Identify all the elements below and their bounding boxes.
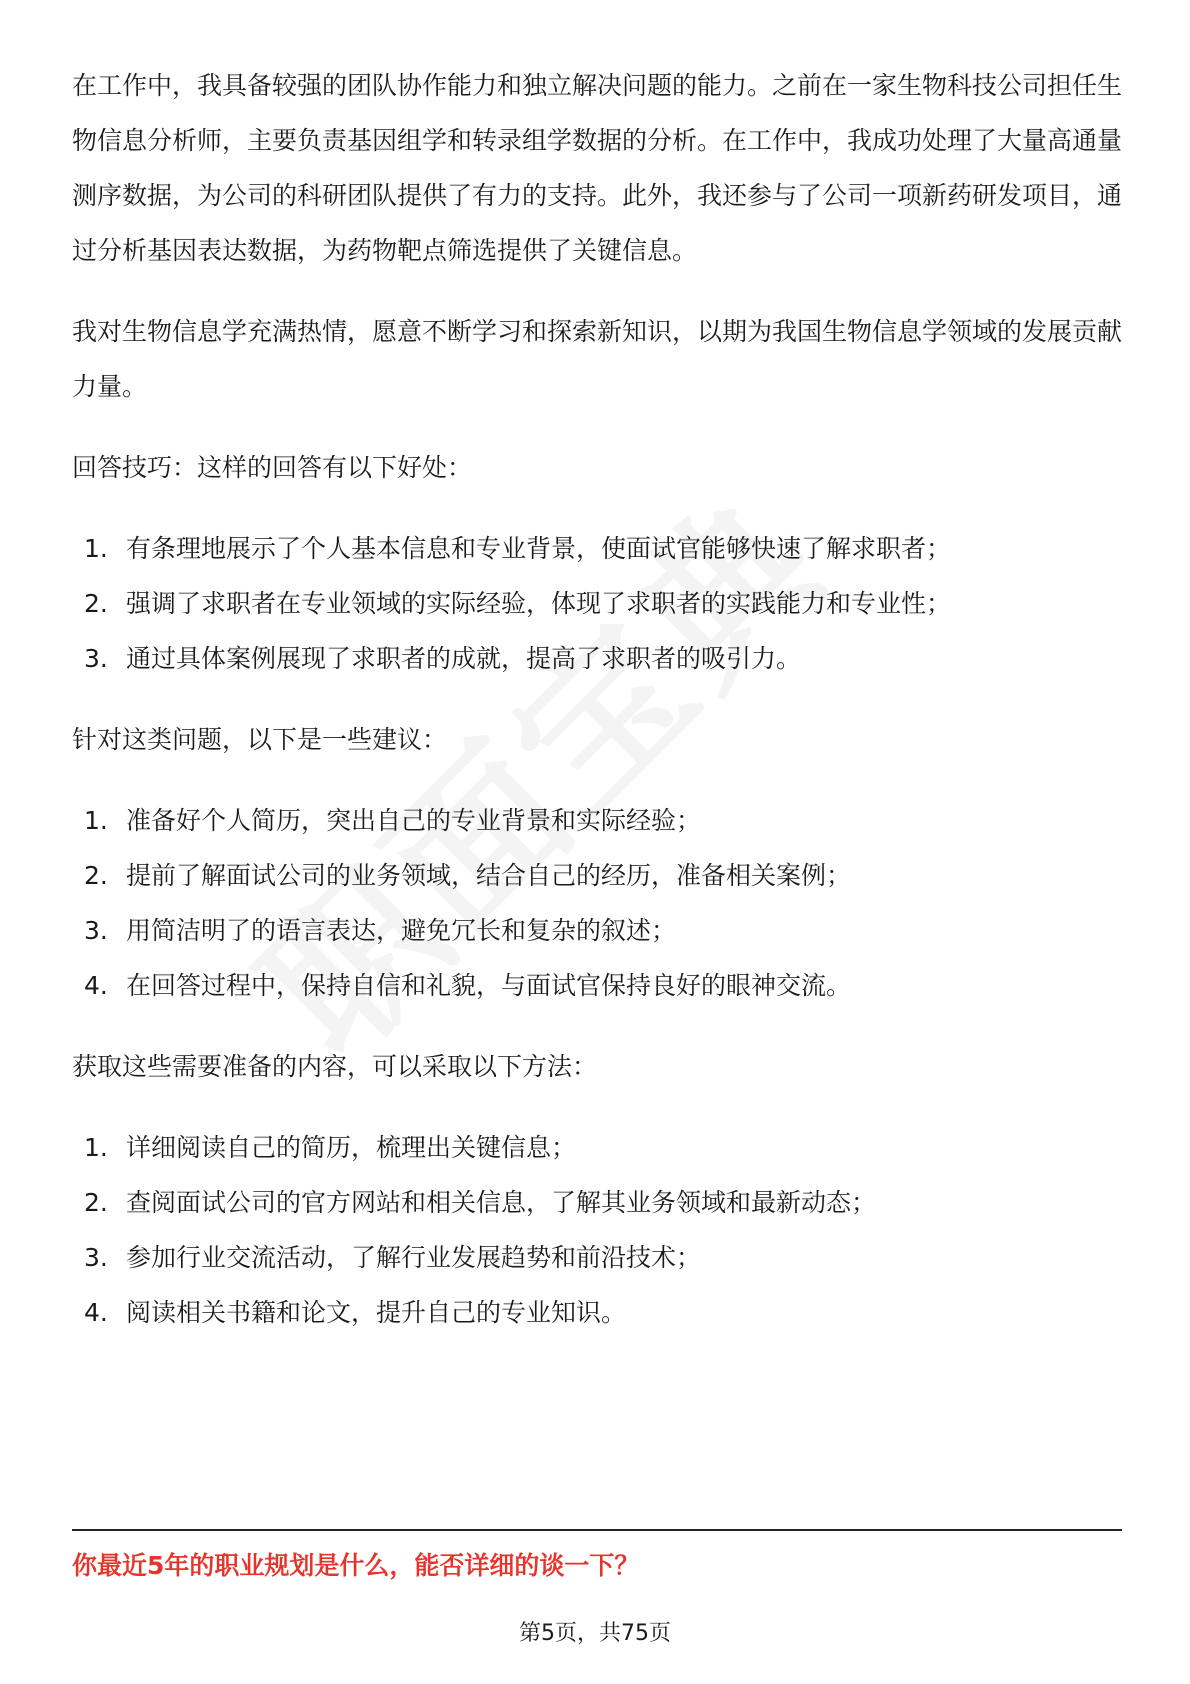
experience-paragraph: 在工作中，我具备较强的团队协作能力和独立解决问题的能力。之前在一家生物科技公司担任生物信息分析师，主要负责基因组学和转录组学数据的分析。在工作中，我成功处理了大量高通量测序数据，为公司的科研团队提供了有力的支持。此外，我还参与了公司一项新药研发项目，通过分析基因表达数据，为药物靶点筛选提供了关键信息。 <box>72 71 1123 265</box>
list-item: 3. 用简洁明了的语言表达，避免冗长和复杂的叙述； <box>84 916 677 945</box>
advice-list <box>72 793 1122 1013</box>
list-item: 2. 强调了求职者在专业领域的实际经验，体现了求职者的实践能力和专业性； <box>84 589 952 618</box>
method-list <box>72 1120 1122 1340</box>
list-item: 4. 阅读相关书籍和论文，提升自己的专业知识。 <box>84 1298 627 1327</box>
method-heading: 获取这些需要准备的内容，可以采取以下方法： <box>72 1052 598 1081</box>
advice-heading: 针对这类问题，以下是一些建议： <box>72 725 448 754</box>
page-footer: 第5页，共75页 <box>519 1621 671 1646</box>
list-item: 3. 参加行业交流活动，了解行业发展趋势和前沿技术； <box>84 1243 702 1272</box>
tips-list <box>72 521 1122 686</box>
document-body <box>72 58 1122 1340</box>
section-divider <box>72 1529 1122 1531</box>
list-item: 1. 有条理地展示了个人基本信息和专业背景，使面试官能够快速了解求职者； <box>84 534 952 563</box>
list-item: 2. 提前了解面试公司的业务领域，结合自己的经历，准备相关案例； <box>84 861 852 890</box>
tips-heading: 回答技巧：这样的回答有以下好处： <box>72 453 473 482</box>
next-question-heading: 你最近5年的职业规划是什么，能否详细的谈一下？ <box>72 1551 640 1580</box>
passion-paragraph: 我对生物信息学充满热情，愿意不断学习和探索新知识，以期为我国生物信息学领域的发展贡献力量。 <box>72 317 1123 401</box>
list-item: 2. 查阅面试公司的官方网站和相关信息，了解其业务领域和最新动态； <box>84 1188 877 1217</box>
list-item: 1. 准备好个人简历，突出自己的专业背景和实际经验； <box>84 806 702 835</box>
list-item: 1. 详细阅读自己的简历，梳理出关键信息； <box>84 1133 577 1162</box>
list-item: 3. 通过具体案例展现了求职者的成就，提高了求职者的吸引力。 <box>84 644 802 673</box>
list-item: 4. 在回答过程中，保持自信和礼貌，与面试官保持良好的眼神交流。 <box>84 971 852 1000</box>
